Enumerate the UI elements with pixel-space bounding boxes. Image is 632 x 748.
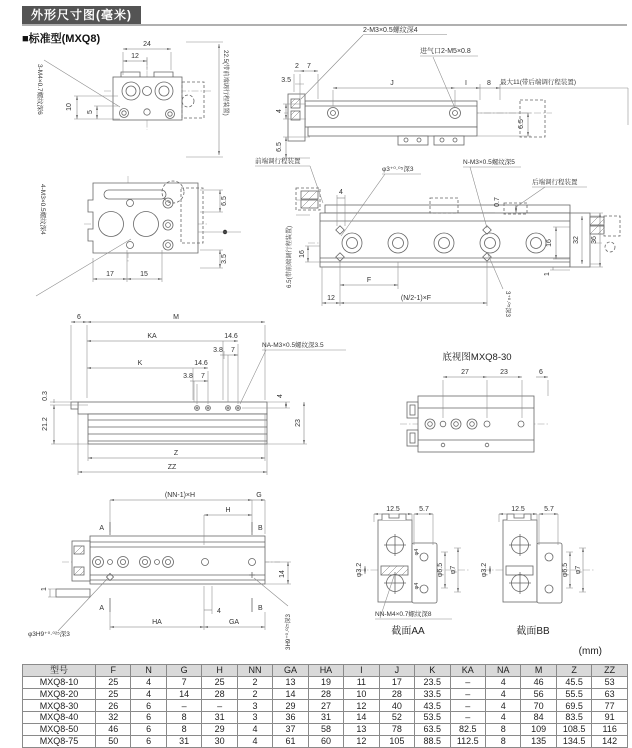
dim-1g: 1 [41,587,48,591]
column-header: ZZ [592,665,628,677]
dimension-table [22,664,628,748]
dim-M: M [173,314,179,321]
thread-callout-4m3: 4-M3×0.5螺纹深4 [39,184,46,235]
value-cell: 31 [308,712,343,724]
column-header: GA [273,665,308,677]
value-cell: 25 [96,676,131,688]
dim-6-5-side-note: 6.5(带前端调行程装置) [286,225,293,288]
value-cell: 3 [237,700,272,712]
value-cell: 55.5 [556,688,591,700]
value-cell: 31 [166,735,201,747]
column-header: Z [556,665,591,677]
dim-0-7: 0.7 [494,197,501,207]
value-cell: – [450,700,485,712]
value-cell: 45.5 [556,676,591,688]
dim-12: 12 [131,53,139,60]
dim-pitch: (N/2-1)×F [400,295,432,302]
value-cell: 29 [273,700,308,712]
value-cell: 4 [237,735,272,747]
column-header: 型号 [23,665,96,677]
value-cell: 112.5 [450,735,485,747]
value-cell: 13 [273,676,308,688]
value-cell: – [450,688,485,700]
dim-nn-pitch: (NN-1)×H [164,492,196,499]
value-cell: 63.5 [415,723,450,735]
dim-5-7-aa: 5.7 [419,506,429,513]
value-cell: 88.5 [415,735,450,747]
dia-4-aa-bottom: φ4 [414,582,420,590]
dim-14-6b: 14.6 [194,360,208,367]
dim-KA: KA [147,333,157,340]
value-cell: 46 [521,676,556,688]
series-subtitle: ■标准型(MXQ8) [22,33,101,45]
dim-23b: 23 [500,369,508,376]
dim-I: I [465,80,467,87]
dim-6-5-right: 6.5 [518,119,525,129]
value-cell: 33.5 [415,688,450,700]
value-cell: 6 [131,712,166,724]
value-cell: 36 [273,712,308,724]
thread-callout-nm3: N-M3×0.5螺纹深5 [463,159,515,166]
dia-3-2-bb: φ3.2 [481,562,488,578]
value-cell: 61 [273,735,308,747]
dim-12-5-bb: 12.5 [511,506,525,513]
value-cell: 19 [308,676,343,688]
dim-Z: Z [173,450,179,457]
thread-callout-3m4: 3-M4×0.7螺纹深6 [36,64,43,115]
value-cell: 105 [379,735,414,747]
dim-ZZ: ZZ [167,464,177,471]
dia-7-bb: φ7 [575,565,582,575]
value-cell: 82.5 [450,723,485,735]
dim-K: K [137,360,143,367]
value-cell: 11 [344,676,379,688]
value-cell: 4 [237,723,272,735]
dim-22-5-note: 22.5(带前端调行程装置) [222,50,229,116]
value-cell: 2 [237,676,272,688]
pin-hole-callout: φ3H9⁺⁰·⁰²⁵深3 [28,631,70,638]
dim-12s: 12 [327,295,335,302]
dim-0-3: 0.3 [42,391,49,401]
dia-4-aa-top: φ4 [414,548,420,556]
value-cell: 17 [379,676,414,688]
dim-12-5-aa: 12.5 [386,506,400,513]
column-header: K [415,665,450,677]
dim-4g: 4 [217,608,221,615]
thread-callout-na: NA-M3×0.5螺纹深3.5 [262,342,324,349]
mount-view-drawing [42,314,346,475]
value-cell: 108.5 [556,723,591,735]
dim-5: 5 [87,110,94,114]
value-cell: 25 [96,688,131,700]
dim-24: 24 [143,41,151,48]
value-cell: 91 [592,712,628,724]
dim-5-7-bb: 5.7 [544,506,554,513]
dim-7b: 7 [201,373,205,380]
dia-7-aa: φ7 [450,565,457,575]
section-b-marker-top: B [258,525,263,532]
value-cell: 10 [344,688,379,700]
value-cell: 58 [308,723,343,735]
value-cell: 6 [131,735,166,747]
value-cell: 32 [96,712,131,724]
value-cell: 4 [485,676,520,688]
value-cell: 25 [202,676,237,688]
dim-F: F [366,277,372,284]
column-header: I [344,665,379,677]
page-title: 外形尺寸图(毫米) [22,6,141,24]
value-cell: 14 [273,688,308,700]
value-cell: 43.5 [415,700,450,712]
dim-J: J [390,80,394,87]
dim-27: 27 [461,369,469,376]
thread-callout-nn-m4: NN-M4×0.7螺纹深8 [375,611,432,618]
dim-HA: HA [152,619,162,626]
dim-4f: 4 [276,109,283,113]
value-cell: 29 [202,723,237,735]
table-row [23,735,628,747]
slide-view-drawing [28,492,292,650]
value-cell: – [202,700,237,712]
section-a-marker-bottom: A [99,605,104,612]
value-cell: 2 [237,688,272,700]
value-cell: 8 [166,712,201,724]
section-aa-drawing [356,506,470,637]
dim-3-8b: 3.8 [183,373,193,380]
column-header: J [379,665,414,677]
value-cell: 4 [131,688,166,700]
dim-2: 2 [295,63,299,70]
value-cell: 135 [521,735,556,747]
value-cell: 28 [308,688,343,700]
value-cell: 78 [379,723,414,735]
column-header: G [166,665,201,677]
bottom-view-title: 底视图MXQ8-30 [442,352,512,363]
model-cell: MXQ8-10 [23,676,96,688]
value-cell: 77 [592,700,628,712]
port-callout: 进气口2-M5×0.8 [420,48,471,55]
dim-G: G [256,492,262,499]
model-cell: MXQ8-50 [23,723,96,735]
dim-14-6a: 14.6 [224,333,238,340]
value-cell: 4 [485,688,520,700]
unit-note: (mm) [578,646,602,657]
value-cell: 28 [202,688,237,700]
front-adjuster-note: 前端调行程装置 [255,158,301,165]
value-cell: 142 [592,735,628,747]
value-cell: 8 [485,723,520,735]
dim-16-right: 16 [546,239,553,247]
dia-6-5-aa: φ6.5 [437,562,444,578]
section-b-marker-bottom: B [258,605,263,612]
column-header: N [131,665,166,677]
value-cell: 6 [131,700,166,712]
dim-21-2: 21.2 [42,417,49,431]
value-cell: 14 [166,688,201,700]
dim-1s: 1 [544,272,551,276]
value-cell: 31 [202,712,237,724]
value-cell: 37 [273,723,308,735]
dowel-callout: φ3⁺⁰·⁰⁵深3 [382,166,414,173]
value-cell: 63 [592,688,628,700]
value-cell: 13 [344,723,379,735]
dim-17: 17 [106,271,114,278]
dia-3-2-aa: φ3.2 [356,562,363,578]
dim-36: 36 [591,236,598,244]
value-cell: 116 [592,723,628,735]
table-row [23,723,628,735]
front-view-drawing [276,25,628,158]
model-cell: MXQ8-40 [23,712,96,724]
value-cell: 53 [592,676,628,688]
column-header: M [521,665,556,677]
side-view-drawing [255,156,620,317]
model-cell: MXQ8-75 [23,735,96,747]
value-cell: 83.5 [556,712,591,724]
dim-3-5: 3.5 [221,254,228,264]
plan-view-drawing [36,176,241,296]
value-cell: 109 [521,723,556,735]
top-view-drawing [36,41,230,157]
value-cell: 70 [521,700,556,712]
value-cell: 27 [308,700,343,712]
value-cell: 69.5 [556,700,591,712]
value-cell: 50 [96,735,131,747]
value-cell: 7 [166,676,201,688]
value-cell: 6 [131,723,166,735]
value-cell: 8 [166,723,201,735]
dim-16-left: 16 [299,250,306,258]
value-cell: 14 [344,712,379,724]
value-cell: 4 [131,676,166,688]
section-bb-drawing [481,506,595,637]
value-cell: 8 [485,735,520,747]
dim-6-5-left: 6.5 [276,142,283,152]
dim-6-5: 6.5 [221,196,228,206]
value-cell: 30 [202,735,237,747]
value-cell: – [450,712,485,724]
pin-hole-side-callout: 3H9⁺⁰·⁰²⁵深3 [285,614,292,650]
thread-callout-2m3: 2-M3×0.5螺纹深4 [363,27,418,34]
dim-32: 32 [573,236,580,244]
dim-7: 7 [307,63,311,70]
table-row [23,712,628,724]
value-cell: 40 [379,700,414,712]
table-header-row [23,665,628,677]
value-cell: 23.5 [415,676,450,688]
value-cell: – [166,700,201,712]
value-cell: 56 [521,688,556,700]
dim-4m: 4 [277,394,284,398]
value-cell: 12 [344,735,379,747]
rear-adjuster-note: 后端调行程装置 [532,179,578,186]
dim-3-8a: 3.8 [213,347,223,354]
bottom-view-drawing [400,351,548,452]
value-cell: 4 [485,712,520,724]
dowel-side-callout: 3⁺⁰·⁰⁵深3 [504,291,511,317]
dim-7a: 7 [231,347,235,354]
section-aa-caption: 截面AA [391,626,425,637]
value-cell: 60 [308,735,343,747]
column-header: NA [485,665,520,677]
dim-H: H [225,507,231,514]
dim-8: 8 [487,80,491,87]
table-row [23,676,628,688]
value-cell: 53.5 [415,712,450,724]
column-header: NN [237,665,272,677]
value-cell: 84 [521,712,556,724]
dim-23m: 23 [295,419,302,427]
section-bb-caption: 截面BB [516,626,550,637]
column-header: H [202,665,237,677]
model-cell: MXQ8-30 [23,700,96,712]
value-cell: 26 [96,700,131,712]
value-cell: 4 [485,700,520,712]
value-cell: 134.5 [556,735,591,747]
dim-14: 14 [279,570,286,578]
dia-6-5-bb: φ6.5 [562,562,569,578]
section-a-marker-top: A [99,525,104,532]
dim-6m: 6 [77,314,81,321]
dim-10: 10 [66,103,73,111]
value-cell: 46 [96,723,131,735]
dim-15: 15 [140,271,148,278]
dim-4s: 4 [339,189,343,196]
dim-6b: 6 [539,369,543,376]
table-row [23,688,628,700]
column-header: F [96,665,131,677]
dim-3-5f: 3.5 [281,77,291,84]
value-cell: 12 [344,700,379,712]
dim-GA: GA [228,619,240,626]
table-row [23,700,628,712]
value-cell: 28 [379,688,414,700]
column-header: HA [308,665,343,677]
column-header: KA [450,665,485,677]
model-cell: MXQ8-20 [23,688,96,700]
max-stroke-note: 最大11(带后端调行程装置) [500,79,577,86]
value-cell: 52 [379,712,414,724]
value-cell: – [450,676,485,688]
value-cell: 3 [237,712,272,724]
